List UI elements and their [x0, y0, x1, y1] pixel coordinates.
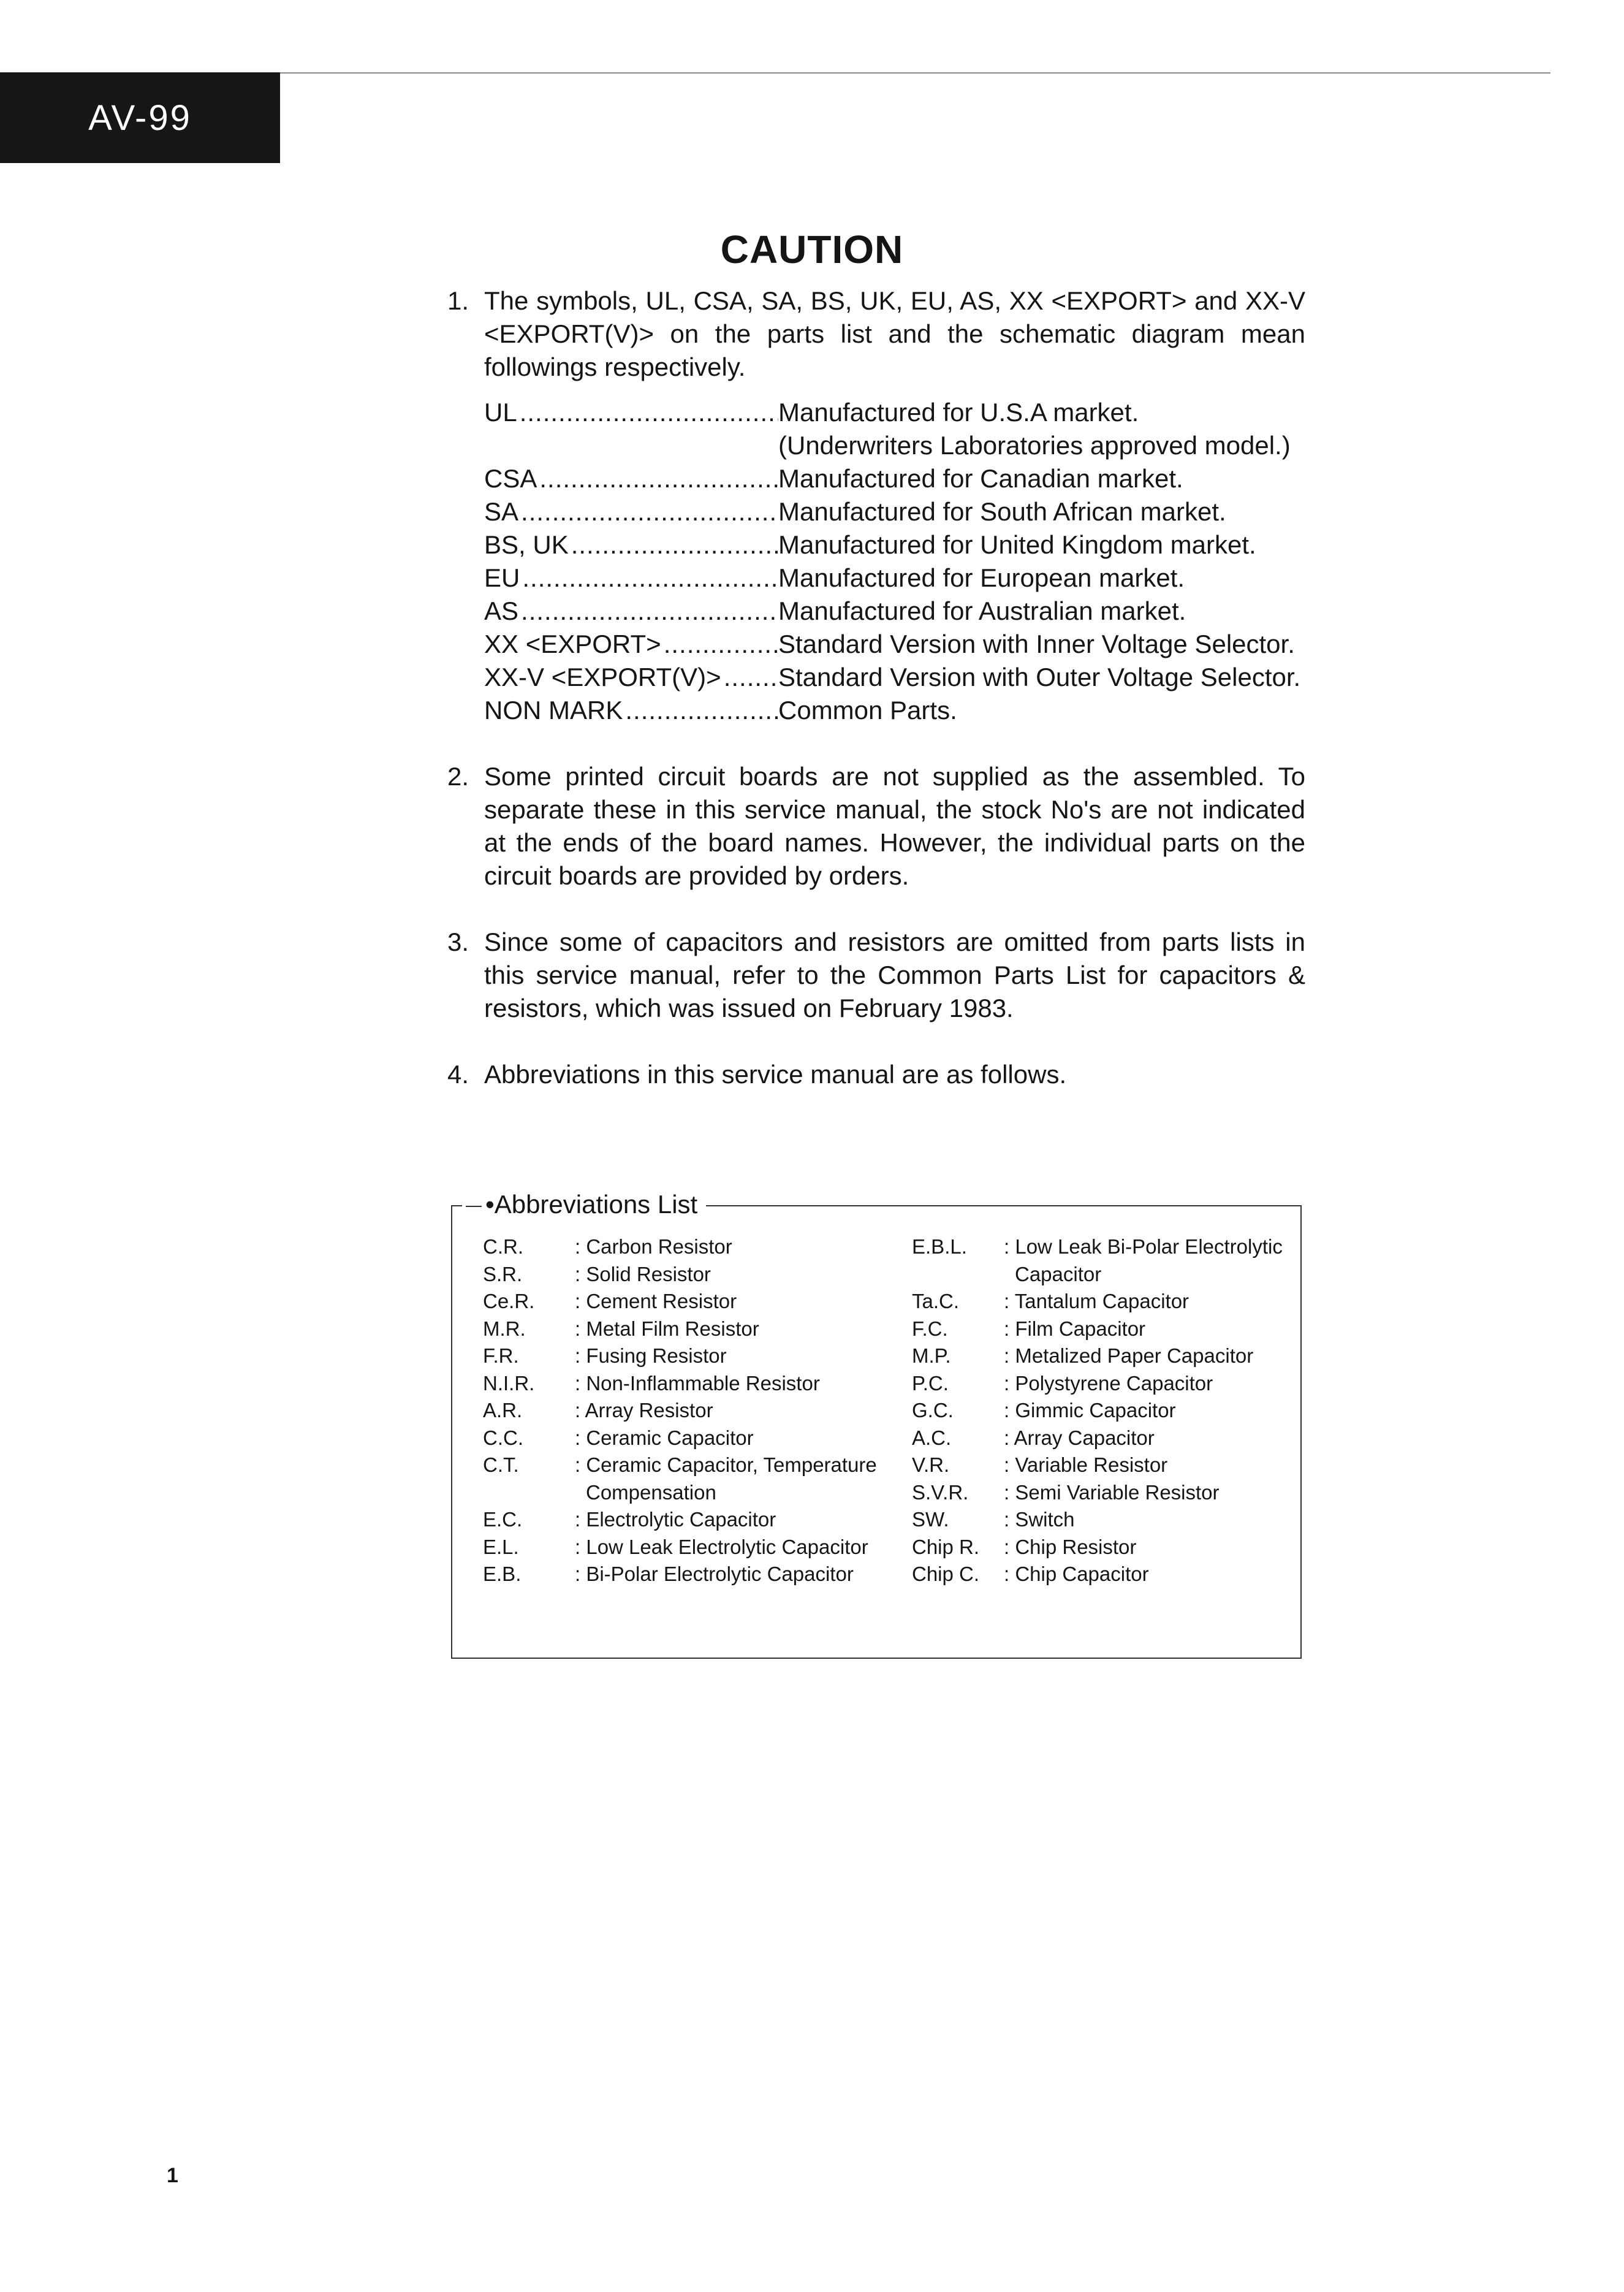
symbol-term: AS	[484, 596, 519, 625]
header-rule	[67, 72, 1550, 74]
abbreviation-row	[483, 1315, 900, 1343]
abbreviation-meaning: : Electrolytic Capacitor	[575, 1508, 776, 1531]
abbreviation-meaning: : Switch	[1004, 1508, 1075, 1531]
abbreviation: G.C.	[912, 1399, 954, 1422]
abbreviation: N.I.R.	[483, 1371, 535, 1395]
item-text: Some printed circuit boards are not supplied as the assembled. To separate these in this service manual, the stock No's are not indicated at the ends of the board names. However, the individual parts on the circuit boards are provided by orders.	[484, 762, 1305, 890]
abbreviation: V.R.	[912, 1453, 950, 1476]
symbol-desc: Manufactured for Australian market.	[778, 596, 1186, 625]
definition-row	[484, 661, 1305, 694]
abbreviation-row	[912, 1534, 1292, 1561]
caution-item-3	[447, 926, 1305, 1025]
definition-row	[484, 396, 1305, 462]
abbreviation-row	[483, 1288, 900, 1315]
symbol-desc: Manufactured for United Kingdom market.	[778, 530, 1256, 559]
abbreviation: M.R.	[483, 1317, 526, 1340]
abbreviation: SW.	[912, 1508, 949, 1531]
abbreviation: Ce.R.	[483, 1290, 535, 1312]
abbreviation: C.C.	[483, 1426, 523, 1449]
symbol-term: SA	[484, 497, 519, 526]
abbreviation-meaning: : Metalized Paper Capacitor	[1004, 1344, 1254, 1367]
caution-content	[447, 284, 1305, 1091]
abbreviation: C.T.	[483, 1453, 519, 1476]
abbreviation-meaning: : Array Resistor	[575, 1399, 713, 1422]
item-number: 1.	[447, 286, 469, 315]
abbreviation: F.R.	[483, 1344, 519, 1367]
abbreviation-row	[912, 1233, 1292, 1288]
abbreviation: A.R.	[483, 1399, 523, 1422]
abbreviation-meaning: : Chip Resistor	[1004, 1535, 1137, 1558]
abbreviation-meaning: : Film Capacitor	[1004, 1317, 1146, 1340]
caution-item-4	[447, 1058, 1305, 1091]
symbol-desc: Manufactured for U.S.A market.	[778, 398, 1139, 427]
abbreviation-row	[912, 1315, 1292, 1343]
abbreviation: Ta.C.	[912, 1290, 960, 1312]
definition-row	[484, 694, 1305, 727]
abbreviation-meaning: : Carbon Resistor	[575, 1235, 732, 1258]
definition-row	[484, 495, 1305, 528]
abbreviation: F.C.	[912, 1317, 948, 1340]
abbreviation-row	[483, 1233, 900, 1261]
abbreviation-meaning: : Ceramic Capacitor, Temperature Compensation	[575, 1453, 877, 1504]
item-text: Abbreviations in this service manual are as follows.	[484, 1060, 1067, 1089]
abbreviation-meaning: : Low Leak Bi-Polar Electrolytic Capacitor	[1004, 1235, 1283, 1285]
abbreviation-row	[912, 1370, 1292, 1398]
definition-row	[484, 462, 1305, 495]
abbreviation-meaning: : Metal Film Resistor	[575, 1317, 759, 1340]
definition-row	[484, 562, 1305, 595]
symbol-term: EU	[484, 563, 520, 592]
symbol-desc: Standard Version with Inner Voltage Selector.	[778, 630, 1295, 658]
symbol-desc: Manufactured for Canadian market.	[778, 464, 1183, 493]
abbreviation-row	[483, 1506, 900, 1534]
abbreviation: S.V.R.	[912, 1480, 969, 1504]
abbreviation-row	[912, 1288, 1292, 1315]
abbreviation: C.R.	[483, 1235, 523, 1258]
symbol-desc: Common Parts.	[778, 696, 957, 725]
abbreviation: P.C.	[912, 1371, 949, 1395]
abbreviation: A.C.	[912, 1426, 952, 1449]
symbol-desc: Manufactured for South African market.	[778, 497, 1226, 526]
item-text: The symbols, UL, CSA, SA, BS, UK, EU, AS, XX <EXPORT> and XX-V <EXPORT(V)> on the parts list and the schematic diagram mean followings respectively.	[484, 286, 1305, 381]
symbol-term: XX-V <EXPORT(V)>	[484, 663, 721, 691]
abbreviation-row	[912, 1425, 1292, 1452]
abbreviations-left-column	[483, 1233, 900, 1588]
abbreviation-meaning: : Polystyrene Capacitor	[1004, 1371, 1213, 1395]
abbreviation-row	[483, 1452, 900, 1506]
abbreviations-title: •Abbreviations List	[485, 1190, 698, 1219]
abbreviation-row	[483, 1370, 900, 1398]
caution-item-2	[447, 760, 1305, 893]
abbreviation: E.L.	[483, 1535, 519, 1558]
abbreviation: Chip C.	[912, 1563, 980, 1585]
symbol-term: UL	[484, 398, 517, 427]
abbreviation-row	[912, 1561, 1292, 1588]
item-number: 3.	[447, 927, 469, 956]
abbreviation-row	[912, 1342, 1292, 1370]
abbreviation-meaning: : Variable Resistor	[1004, 1453, 1168, 1476]
abbreviation-meaning: : Fusing Resistor	[575, 1344, 727, 1367]
abbreviation-meaning: : Cement Resistor	[575, 1290, 737, 1312]
abbreviation-row	[483, 1397, 900, 1425]
abbreviation: E.C.	[483, 1508, 523, 1531]
symbol-desc-note: (Underwriters Laboratories approved model.)	[778, 431, 1291, 460]
item-number: 4.	[447, 1060, 469, 1089]
title-dash	[466, 1206, 482, 1207]
abbreviation: E.B.	[483, 1563, 522, 1585]
item-text: Since some of capacitors and resistors are omitted from parts lists in this service manual, refer to the Common Parts List for capacitors & resistors, which was issued on February 1983.	[484, 927, 1305, 1022]
abbreviation-meaning: : Solid Resistor	[575, 1262, 711, 1285]
page-title: CAUTION	[720, 227, 904, 272]
definition-row	[484, 595, 1305, 628]
caution-item-1	[447, 284, 1305, 727]
abbreviation: S.R.	[483, 1262, 523, 1285]
abbreviation-row	[483, 1425, 900, 1452]
abbreviation-row	[912, 1452, 1292, 1479]
abbreviation-row	[912, 1479, 1292, 1507]
abbreviation: Chip R.	[912, 1535, 980, 1558]
abbreviation-row	[483, 1561, 900, 1588]
abbreviation-row	[483, 1342, 900, 1370]
symbol-desc: Standard Version with Outer Voltage Selector.	[778, 663, 1301, 691]
abbreviation-meaning: : Semi Variable Resistor	[1004, 1480, 1220, 1504]
item-number: 2.	[447, 762, 469, 791]
abbreviation-meaning: : Low Leak Electrolytic Capacitor	[575, 1535, 868, 1558]
abbreviation: E.B.L.	[912, 1235, 967, 1258]
abbreviation-row	[912, 1506, 1292, 1534]
abbreviation-row	[483, 1261, 900, 1289]
abbreviation-meaning: : Ceramic Capacitor	[575, 1426, 754, 1449]
abbreviation-meaning: : Gimmic Capacitor	[1004, 1399, 1176, 1422]
definition-row	[484, 528, 1305, 562]
page-number: 1	[167, 2164, 178, 2187]
abbreviation-meaning: : Non-Inflammable Resistor	[575, 1371, 820, 1395]
symbol-desc: Manufactured for European market.	[778, 563, 1185, 592]
abbreviation-row	[483, 1534, 900, 1561]
abbreviation-row	[912, 1397, 1292, 1425]
abbreviation: M.P.	[912, 1344, 951, 1367]
symbol-term: CSA	[484, 464, 537, 493]
symbol-term: NON MARK	[484, 696, 623, 725]
symbol-term: XX <EXPORT>	[484, 630, 661, 658]
abbreviation-meaning: : Bi-Polar Electrolytic Capacitor	[575, 1563, 854, 1585]
symbol-term: BS, UK	[484, 530, 569, 559]
symbol-definitions	[484, 396, 1305, 727]
abbreviation-meaning: : Tantalum Capacitor	[1004, 1290, 1190, 1312]
abbreviations-list	[451, 1190, 1302, 1659]
abbreviations-right-column	[912, 1233, 1292, 1588]
definition-row	[484, 628, 1305, 661]
model-tab: AV-99	[0, 72, 280, 163]
abbreviation-meaning: : Chip Capacitor	[1004, 1563, 1149, 1585]
abbreviation-meaning: : Array Capacitor	[1004, 1426, 1155, 1449]
